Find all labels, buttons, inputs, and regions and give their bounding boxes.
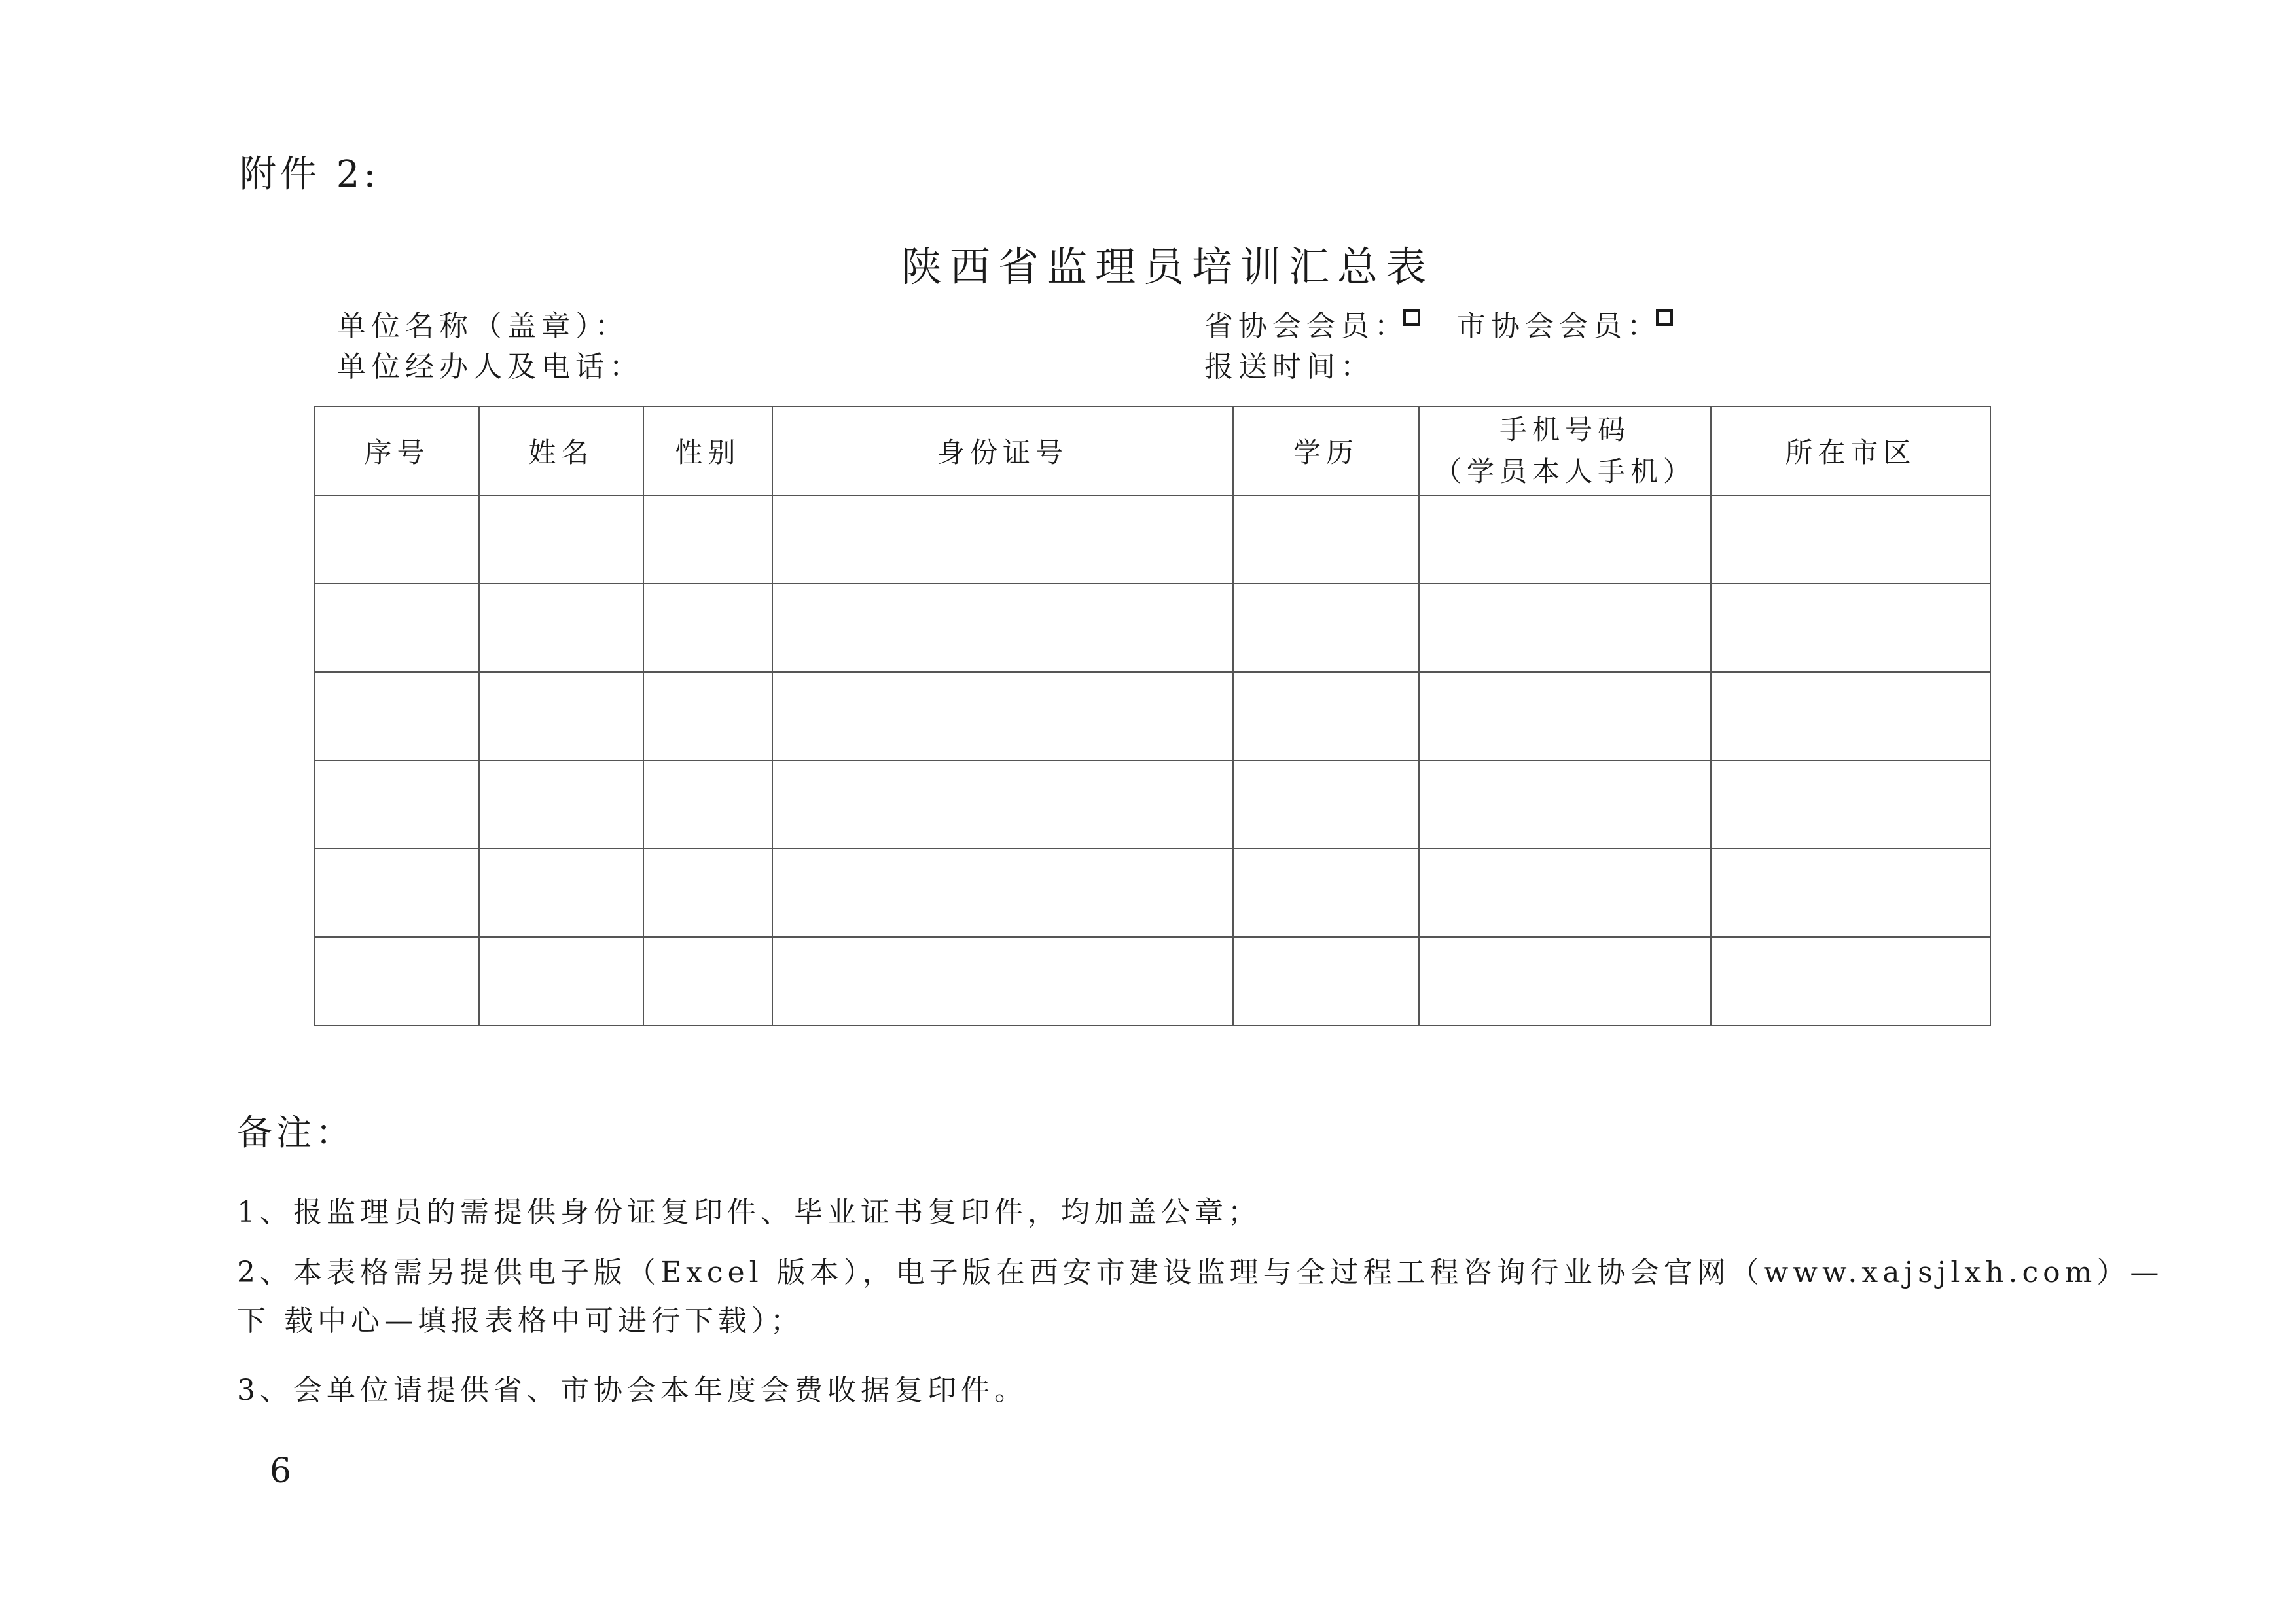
contact-label: 单位经办人及电话： (337, 350, 643, 383)
table-cell[interactable] (1233, 672, 1419, 760)
table-cell[interactable] (1419, 760, 1711, 849)
table-cell[interactable] (772, 937, 1233, 1026)
table-cell[interactable] (1419, 584, 1711, 672)
unit-name-label: 单位名称（盖章）： (337, 310, 629, 343)
table-cell[interactable] (479, 672, 643, 760)
table-cell[interactable] (315, 672, 479, 760)
column-header-city-district: 所在市区 (1711, 406, 1990, 495)
table-cell[interactable] (772, 584, 1233, 672)
table-cell[interactable] (1711, 495, 1990, 584)
table-cell[interactable] (643, 584, 772, 672)
table-cell[interactable] (479, 849, 643, 937)
table-cell[interactable] (1711, 849, 1990, 937)
table-row (315, 849, 1990, 937)
phone-header-label: 手机号码 (1499, 414, 1630, 446)
table-row (315, 760, 1990, 849)
table-cell[interactable] (315, 495, 479, 584)
table-cell[interactable] (643, 849, 772, 937)
column-header-serial: 序号 (315, 406, 479, 495)
table-header-row (315, 406, 1990, 495)
column-header-id-number: 身份证号 (772, 406, 1233, 495)
table-row (315, 672, 1990, 760)
column-header-phone (1419, 406, 1711, 495)
table-row (315, 584, 1990, 672)
page-number: 6 (270, 1452, 292, 1491)
table-cell[interactable] (1233, 760, 1419, 849)
table-cell[interactable] (479, 760, 643, 849)
column-header-education: 学历 (1233, 406, 1419, 495)
table-cell[interactable] (1419, 495, 1711, 584)
table-cell[interactable] (772, 495, 1233, 584)
phone-header-note: （学员本人手机） (1433, 455, 1696, 488)
table-cell[interactable] (643, 937, 772, 1026)
table-cell[interactable] (1233, 584, 1419, 672)
table-row (315, 495, 1990, 584)
submit-time-label: 报送时间： (1204, 350, 1374, 383)
table-cell[interactable] (479, 495, 643, 584)
table-cell[interactable] (1419, 849, 1711, 937)
table-cell[interactable] (1711, 937, 1990, 1026)
table-cell[interactable] (315, 849, 479, 937)
table-cell[interactable] (1711, 672, 1990, 760)
note-item-2: 2、本表格需另提供电子版（Excel 版本），电子版在西安市建设监理与全过程工程咨询行业协会官网（www.xajsjlxh.com）— (237, 1256, 2164, 1289)
column-header-gender: 性别 (643, 406, 772, 495)
table-row (315, 937, 1990, 1026)
table-cell[interactable] (1233, 849, 1419, 937)
table-cell[interactable] (772, 760, 1233, 849)
table-cell[interactable] (315, 584, 479, 672)
city-member-label: 市协会会员： (1457, 310, 1661, 343)
table-cell[interactable] (1419, 937, 1711, 1026)
table-cell[interactable] (1711, 584, 1990, 672)
table-cell[interactable] (772, 849, 1233, 937)
table-cell[interactable] (772, 672, 1233, 760)
trainee-roster-table (314, 406, 1991, 1026)
table-cell[interactable] (1711, 760, 1990, 849)
notes-title: 备注： (237, 1112, 355, 1153)
table-cell[interactable] (1419, 672, 1711, 760)
document-title: 陕西省监理员培训汇总表 (901, 243, 1434, 291)
table-cell[interactable] (315, 760, 479, 849)
note-item-3: 3、会单位请提供省、市协会本年度会费收据复印件。 (237, 1374, 1028, 1407)
provincial-member-checkbox[interactable] (1403, 309, 1420, 326)
city-member-checkbox[interactable] (1656, 309, 1673, 326)
attachment-label: 附件 2: (240, 153, 380, 196)
table-cell[interactable] (1233, 495, 1419, 584)
table-cell[interactable] (1233, 937, 1419, 1026)
note-item-2-continued: 下 载中心—填报表格中可进行下载）； (237, 1304, 804, 1338)
column-header-name: 姓名 (479, 406, 643, 495)
table-cell[interactable] (479, 584, 643, 672)
provincial-member-label: 省协会会员： (1204, 310, 1408, 343)
table-cell[interactable] (315, 937, 479, 1026)
table-cell[interactable] (479, 937, 643, 1026)
note-item-1: 1、报监理员的需提供身份证复印件、毕业证书复印件，均加盖公章； (237, 1196, 1261, 1229)
table-cell[interactable] (643, 760, 772, 849)
table-cell[interactable] (643, 495, 772, 584)
table-cell[interactable] (643, 672, 772, 760)
